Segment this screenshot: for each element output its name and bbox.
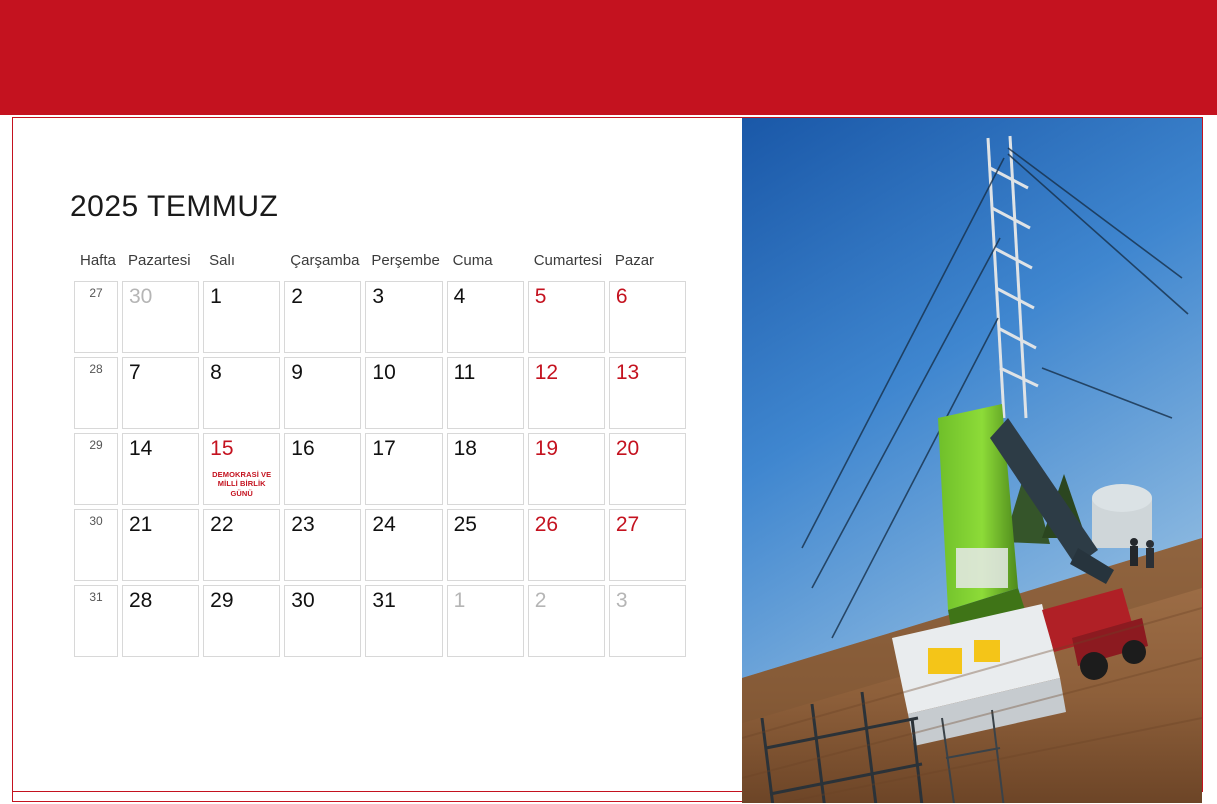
day-number: 3 (615, 589, 628, 612)
day-cell[interactable] (122, 433, 199, 505)
day-cell[interactable] (609, 281, 686, 353)
day-cell[interactable] (365, 281, 442, 353)
day-cell[interactable] (203, 281, 280, 353)
calendar-month-title: 2025 TEMMUZ (70, 190, 279, 223)
day-cell[interactable] (122, 509, 199, 581)
site-photo-graphic (742, 118, 1202, 803)
day-number: 11 (453, 361, 476, 384)
day-number: 9 (291, 361, 303, 384)
day-cell[interactable] (447, 281, 524, 353)
day-cell[interactable] (528, 585, 605, 657)
day-cell[interactable] (447, 433, 524, 505)
day-number: 6 (615, 285, 628, 308)
day-cell[interactable] (609, 433, 686, 505)
day-cell[interactable] (447, 585, 524, 657)
day-cell[interactable] (284, 509, 361, 581)
day-cell[interactable] (365, 509, 442, 581)
day-number: 12 (534, 361, 559, 384)
day-cell[interactable] (122, 357, 199, 429)
day-header-sunday: Pazar (614, 252, 655, 269)
day-header-saturday: Cumartesi (533, 252, 603, 269)
calendar-header-row (74, 252, 686, 277)
day-cell[interactable] (447, 509, 524, 581)
top-red-band (0, 0, 1217, 115)
week-number: 31 (74, 585, 118, 657)
day-header-wednesday: Çarşamba (290, 252, 360, 269)
calendar-body (74, 281, 686, 657)
day-number: 31 (372, 589, 396, 612)
day-cell[interactable] (447, 357, 524, 429)
week-number: 29 (74, 433, 118, 505)
day-number: 27 (615, 513, 640, 536)
day-cell[interactable] (284, 433, 361, 505)
day-number: 15 (210, 437, 234, 460)
day-number: 1 (210, 285, 222, 308)
calendar-table (70, 248, 690, 661)
day-number: 21 (129, 513, 153, 536)
day-number: 5 (534, 285, 547, 308)
day-cell[interactable] (203, 585, 280, 657)
day-number: 8 (210, 361, 222, 384)
day-header-friday: Cuma (452, 252, 493, 269)
day-cell[interactable] (365, 433, 442, 505)
calendar-week-row (74, 357, 686, 429)
day-number: 25 (453, 513, 477, 536)
day-cell[interactable] (609, 585, 686, 657)
day-number: 28 (129, 589, 153, 612)
calendar-week-row (74, 585, 686, 657)
day-number: 2 (291, 285, 303, 308)
week-number: 27 (74, 281, 118, 353)
day-number: 14 (129, 437, 153, 460)
day-cell-holiday[interactable] (203, 433, 280, 505)
day-cell[interactable] (609, 509, 686, 581)
day-number: 18 (453, 437, 477, 460)
day-number: 30 (291, 589, 315, 612)
day-number: 4 (453, 285, 466, 308)
day-number: 10 (372, 361, 396, 384)
week-number: 30 (74, 509, 118, 581)
week-column-header: Hafta (80, 252, 116, 269)
day-cell[interactable] (284, 585, 361, 657)
day-number: 16 (291, 437, 315, 460)
holiday-label: DEMOKRASİ VE MİLLİ BİRLİK GÜNÜ (212, 469, 272, 498)
day-cell[interactable] (122, 281, 199, 353)
day-header-thursday: Perşembe (371, 252, 440, 269)
day-number: 3 (372, 285, 385, 308)
day-cell[interactable] (528, 509, 605, 581)
day-cell[interactable] (365, 357, 442, 429)
day-number: 20 (615, 437, 640, 460)
calendar-week-row (74, 509, 686, 581)
calendar-week-row (74, 281, 686, 353)
week-number: 28 (74, 357, 118, 429)
day-cell[interactable] (122, 585, 199, 657)
day-cell[interactable] (528, 433, 605, 505)
day-number: 24 (372, 513, 396, 536)
day-number: 2 (534, 589, 547, 612)
day-number: 13 (615, 361, 640, 384)
day-cell[interactable] (609, 357, 686, 429)
day-number: 7 (129, 361, 141, 384)
day-cell[interactable] (284, 357, 361, 429)
day-header-tuesday: Salı (209, 252, 235, 269)
day-number: 23 (291, 513, 315, 536)
day-cell[interactable] (365, 585, 442, 657)
calendar-week-row (74, 433, 686, 505)
day-number: 19 (534, 437, 559, 460)
day-cell[interactable] (528, 281, 605, 353)
day-number: 1 (453, 589, 466, 612)
site-photo (742, 118, 1202, 803)
calendar-block (70, 190, 730, 661)
day-number: 26 (534, 513, 559, 536)
day-cell[interactable] (203, 357, 280, 429)
day-number: 17 (372, 437, 396, 460)
day-number: 29 (210, 589, 234, 612)
day-cell[interactable] (284, 281, 361, 353)
day-number: 30 (129, 285, 153, 308)
day-cell[interactable] (528, 357, 605, 429)
day-header-monday: Pazartesi (128, 252, 191, 269)
day-number: 22 (210, 513, 234, 536)
day-cell[interactable] (203, 509, 280, 581)
